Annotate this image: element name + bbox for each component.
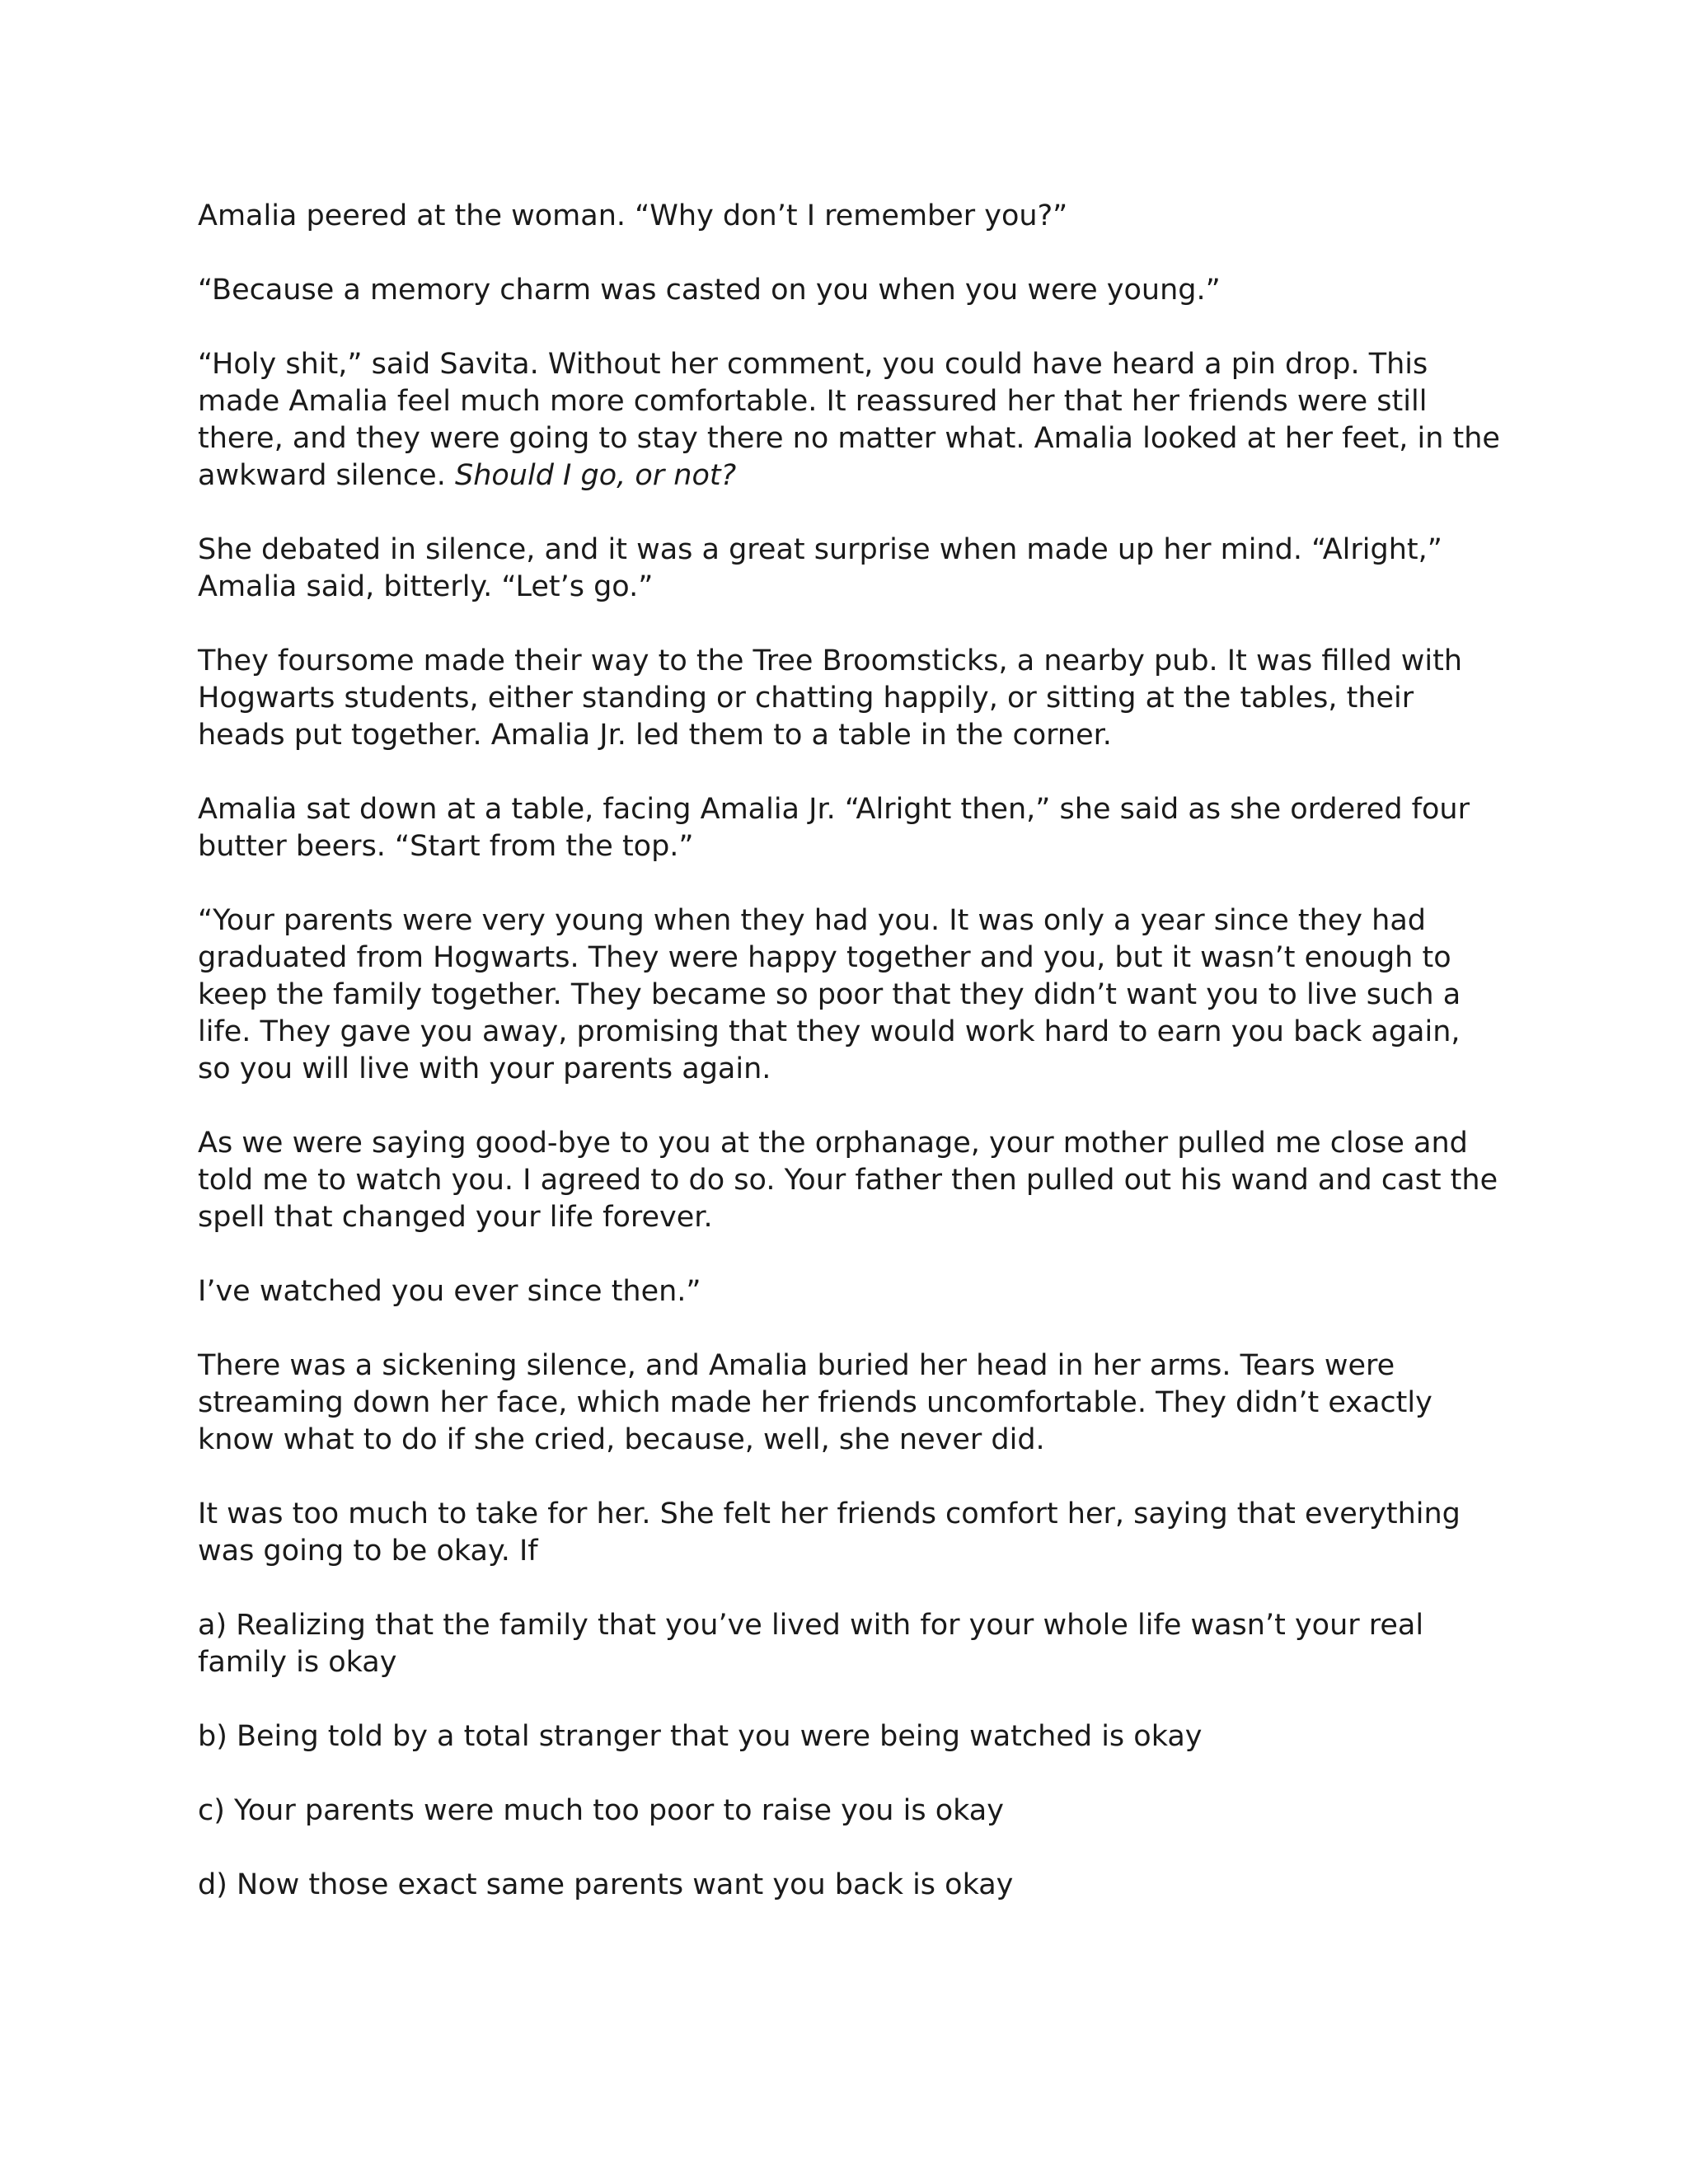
list-item-a: a) Realizing that the family that you’ve lived with for your whole life wasn’t your real family is okay bbox=[198, 1609, 1424, 1679]
italic-thought: Should I go, or not? bbox=[454, 459, 737, 492]
paragraph-3-text: “Holy shit,” said Savita. Without her comment, you could have heard a pin drop. This made Amalia feel much more comfortable. It reassured her that her friends were still there, and they were going to stay there no matter what. Amalia looked at her feet, in the awkward silence. bbox=[198, 348, 1500, 492]
document-body bbox=[198, 198, 1500, 1941]
paragraph-7: “Your parents were very young when they had you. It was only a year since they had graduated from Hogwarts. They were happy together and you, but it wasn’t enough to keep the family together. They became so poor that they didn’t want you to live such a life. They gave you away, promising that they would work hard to earn you back again, so you will live with your parents again. bbox=[198, 904, 1461, 1085]
paragraph-8: As we were saying good-bye to you at the orphanage, your mother pulled me close and told me to watch you. I agreed to do so. Your father then pulled out his wand and cast the spell that changed your life forever. bbox=[198, 1127, 1498, 1234]
list-item-b: b) Being told by a total stranger that you were being watched is okay bbox=[198, 1720, 1203, 1753]
paragraph-10: There was a sickening silence, and Amalia buried her head in her arms. Tears were streaming down her face, which made her friends uncomfortable. They didn’t exactly know what to do if she cried, because, well, she never did. bbox=[198, 1349, 1432, 1456]
paragraph-4: She debated in silence, and it was a great surprise when made up her mind. “Alright,” Amalia said, bitterly. “Let’s go.” bbox=[198, 533, 1442, 603]
list-item-d: d) Now those exact same parents want you back is okay bbox=[198, 1868, 1014, 1901]
paragraph-1: Amalia peered at the woman. “Why don’t I remember you?” bbox=[198, 199, 1068, 232]
paragraph-2: “Because a memory charm was casted on you when you were young.” bbox=[198, 274, 1221, 307]
paragraph-5: They foursome made their way to the Tree Broomsticks, a nearby pub. It was filled with Hogwarts students, either standing or chatting happily, or sitting at the tables, their heads put together. Amalia Jr. led them to a table in the corner. bbox=[198, 644, 1463, 752]
paragraph-9: I’ve watched you ever since then.” bbox=[198, 1275, 701, 1308]
paragraph-6: Amalia sat down at a table, facing Amalia Jr. “Alright then,” she said as she ordered four butter beers. “Start from the top.” bbox=[198, 793, 1470, 863]
paragraph-3 bbox=[198, 346, 1500, 494]
list-item-c: c) Your parents were much too poor to raise you is okay bbox=[198, 1794, 1004, 1827]
paragraph-11: It was too much to take for her. She felt her friends comfort her, saying that everything was going to be okay. If bbox=[198, 1497, 1461, 1568]
